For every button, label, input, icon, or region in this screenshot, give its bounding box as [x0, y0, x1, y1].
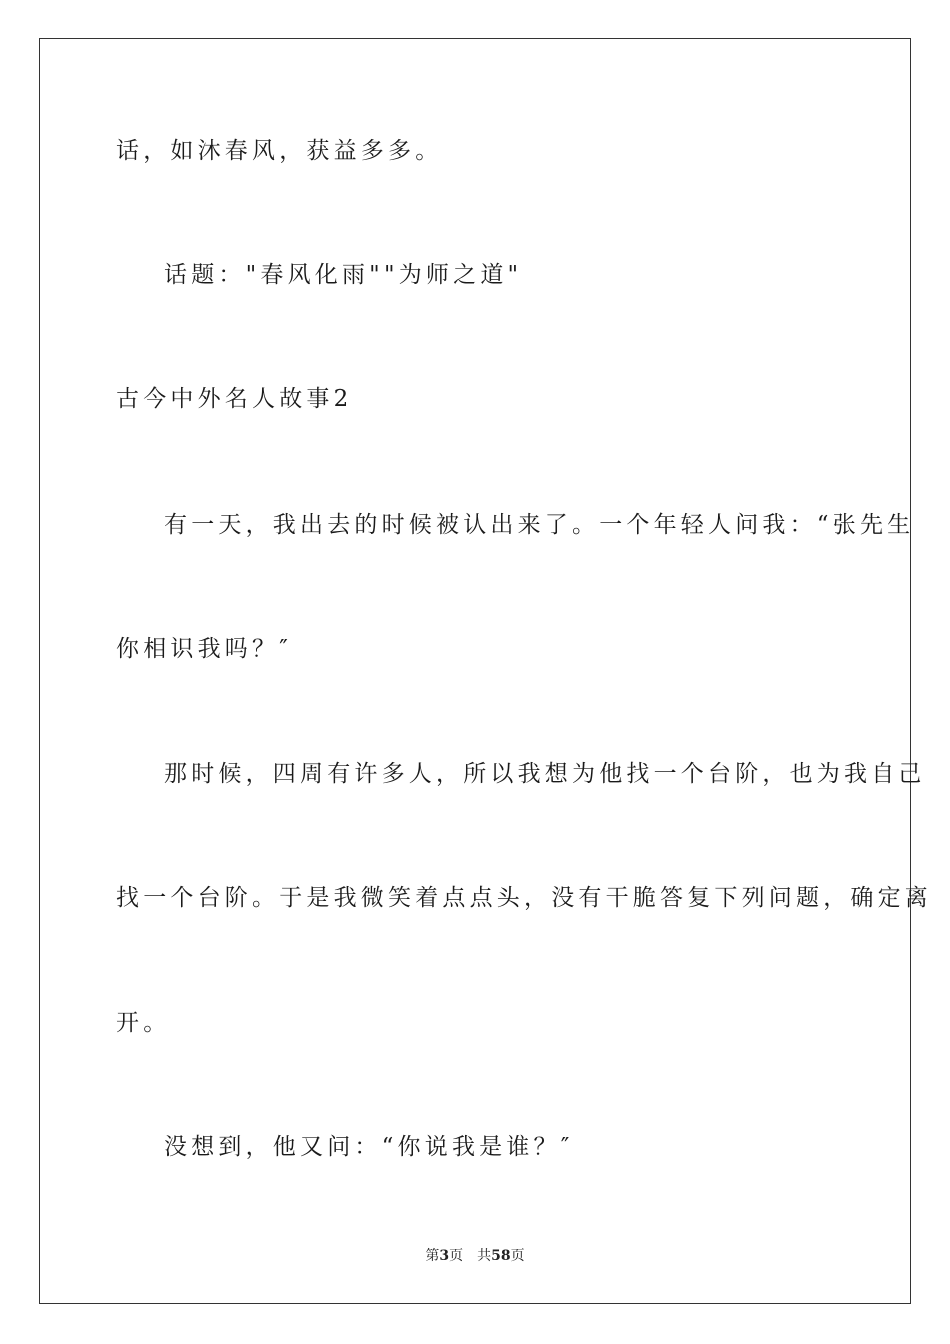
body-line-8: 开。: [116, 1010, 171, 1036]
topic-line: 话题："春风化雨""为师之道": [164, 262, 523, 288]
body-line-5: 你相识我吗？″: [116, 636, 292, 662]
body-line-6: 那时候，四周有许多人，所以我想为他找一个台阶，也为我自己: [164, 761, 926, 787]
section-heading: 古今中外名人故事2: [116, 386, 353, 412]
total-suffix: 页: [510, 1248, 525, 1264]
body-line-4: 有一天，我出去的时候被认出来了。一个年轻人问我：“张先生: [164, 512, 915, 538]
body-line-9: 没想到，他又问：“你说我是谁？″: [164, 1134, 574, 1160]
page-suffix: 页: [449, 1248, 464, 1264]
page-number: 3: [439, 1248, 450, 1264]
total-pages: 58: [491, 1248, 511, 1264]
page-footer: [0, 1247, 950, 1265]
total-prefix: 共: [477, 1248, 492, 1264]
body-line-7: 找一个台阶。于是我微笑着点点头，没有干脆答复下列问题，确定离: [116, 885, 932, 911]
page-border: [39, 38, 911, 1304]
page-prefix: 第: [425, 1248, 440, 1264]
body-line-1: 话，如沐春风，获益多多。: [116, 138, 443, 164]
